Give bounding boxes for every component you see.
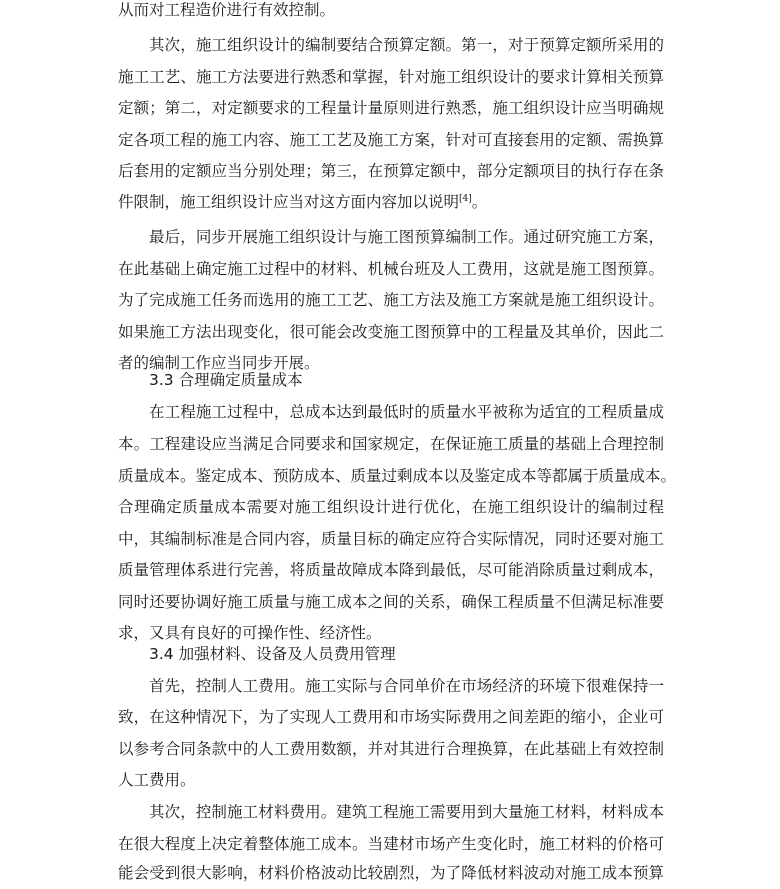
- paragraph-line: 本。工程建设应当满足合同要求和国家规定，在保证施工质量的基础上合理控制: [118, 435, 664, 453]
- paragraph-line: 能会受到很大影响，材料价格波动比较剧烈，为了降低材料波动对施工成本预算: [118, 864, 664, 882]
- paragraph-line: 其次，控制施工材料费用。建筑工程施工需要用到大量施工材料，材料成本: [149, 803, 664, 821]
- paragraph-line: 从而对工程造价进行有效控制。: [118, 1, 336, 19]
- paragraph-line: 如果施工方法出现变化，很可能会改变施工图预算中的工程量及其单价，因此二: [118, 323, 664, 341]
- paragraph-line: 在工程施工过程中，总成本达到最低时的质量水平被称为适宜的工程质量成: [149, 403, 664, 421]
- paragraph-line: 为了完成施工任务而选用的施工工艺、施工方法及施工方案就是施工组织设计。: [118, 291, 664, 309]
- paragraph-line: 求，又具有良好的可操作性、经济性。: [118, 624, 382, 642]
- paragraph-line: 质量成本。鉴定成本、预防成本、质量过剩成本以及鉴定成本等都属于质量成本。: [118, 467, 677, 485]
- paragraph-line: [118, 186, 664, 218]
- paragraph-line: 其次，施工组织设计的编制要结合预算定额。第一，对于预算定额所采用的: [149, 36, 664, 54]
- paragraph-line: 以参考合同条款中的人工费用数额，并对其进行合理换算，在此基础上有效控制: [118, 740, 664, 758]
- line-text: 件限制，施工组织设计应当对这方面内容加以说明: [118, 193, 460, 211]
- paragraph-line: 合理确定质量成本需要对施工组织设计进行优化，在施工组织设计的编制过程: [118, 498, 664, 516]
- paragraph-line: 中，其编制标准是合同内容，质量目标的确定应符合实际情况，同时还要对施工: [118, 530, 664, 548]
- paragraph-line: 施工工艺、施工方法要进行熟悉和掌握，针对施工组织设计的要求计算相关预算: [118, 68, 664, 86]
- paragraph-line: 首先，控制人工费用。施工实际与合同单价在市场经济的环境下很难保持一: [149, 677, 664, 695]
- citation-reference: [4]: [459, 193, 472, 204]
- paragraph-line: 定各项工程的施工内容、施工工艺及施工方案，针对可直接套用的定额、需换算: [118, 131, 664, 149]
- paragraph-line: 致，在这种情况下，为了实现人工费用和市场实际费用之间差距的缩小，企业可: [118, 708, 664, 726]
- paragraph-line: 质量管理体系进行完善，将质量故障成本降到最低，尽可能消除质量过剩成本，: [118, 561, 664, 579]
- paragraph-line: 定额；第二，对定额要求的工程量计量原则进行熟悉，施工组织设计应当明确规: [118, 99, 664, 117]
- paragraph-line: 在此基础上确定施工过程中的材料、机械台班及人工费用，这就是施工图预算。: [118, 260, 664, 278]
- section-heading: 3.4 加强材料、设备及人员费用管理: [149, 645, 396, 663]
- line-end: 。: [471, 193, 488, 211]
- section-heading: 3.3 合理确定质量成本: [149, 371, 303, 389]
- paragraph-line: 人工费用。: [118, 771, 196, 789]
- paragraph-line: 最后，同步开展施工组织设计与施工图预算编制工作。通过研究施工方案，: [149, 228, 664, 246]
- paragraph-line: 者的编制工作应当同步开展。: [118, 354, 320, 372]
- paragraph-line: 在很大程度上决定着整体施工成本。当建材市场产生变化时，施工材料的价格可: [118, 835, 664, 853]
- paragraph-line: 后套用的定额应当分别处理；第三，在预算定额中，部分定额项目的执行存在条: [118, 162, 664, 180]
- paragraph-line: 同时还要协调好施工质量与施工成本之间的关系，确保工程质量不但满足标准要: [118, 593, 664, 611]
